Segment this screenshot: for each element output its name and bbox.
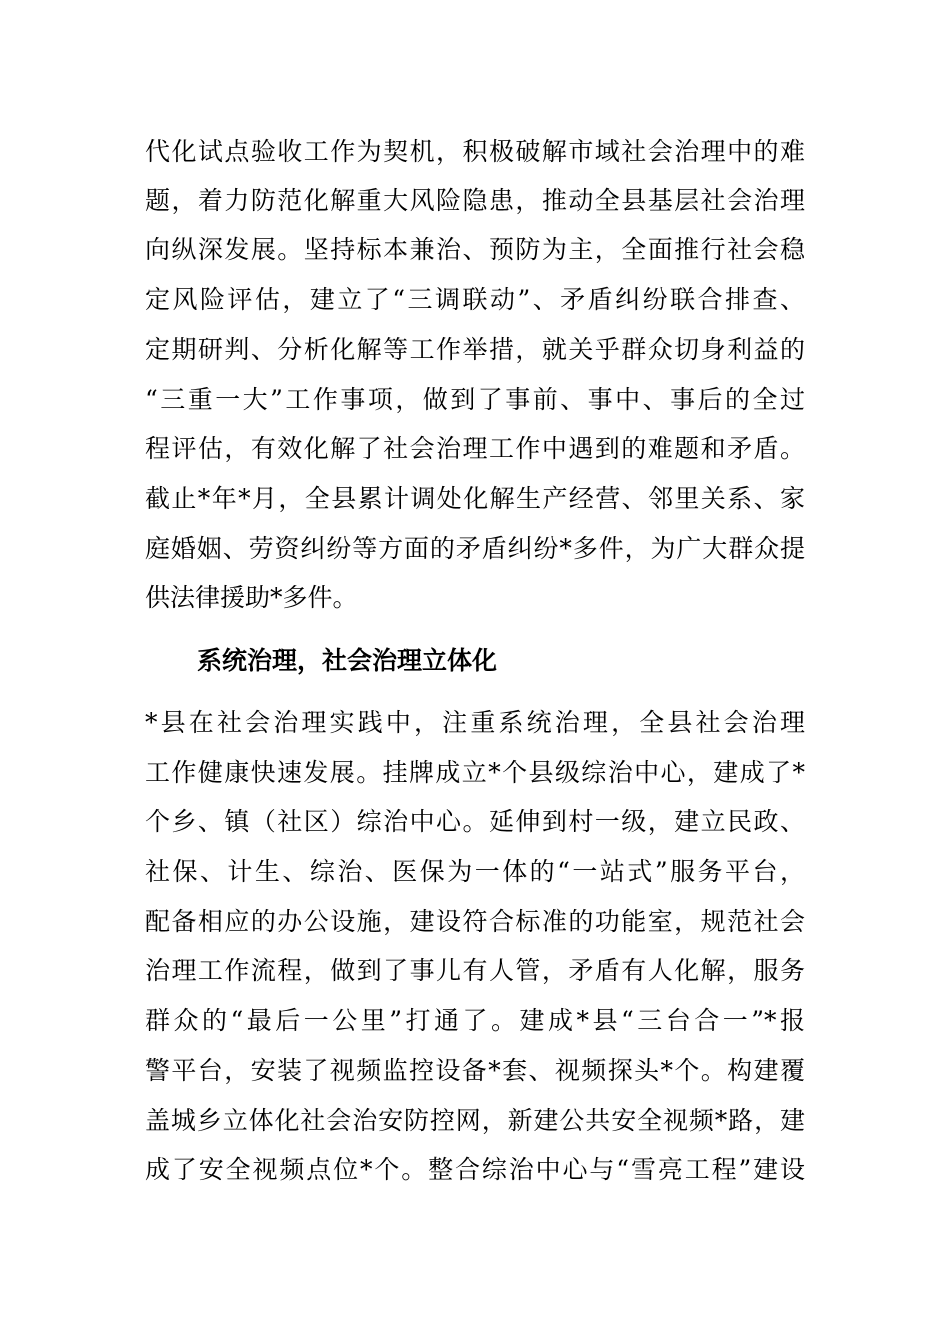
paragraph-line: 盖城乡立体化社会治安防控网，新建公共安全视频*路，建 [145, 1106, 805, 1135]
paragraph-line: 治理工作流程，做到了事儿有人管，矛盾有人化解，服务 [145, 956, 805, 985]
paragraph-line: 供法律援助*多件。 [145, 583, 358, 612]
paragraph-line: 社保、计生、综治、医保为一体的“一站式”服务平台， [145, 857, 805, 886]
paragraph-line: 截止*年*月，全县累计调处化解生产经营、邻里关系、家 [145, 484, 805, 513]
paragraph-line: 工作健康快速发展。挂牌成立*个县级综治中心，建成了* [145, 758, 805, 787]
paragraph-line: 成了安全视频点位*个。整合综治中心与“雪亮工程”建设 [145, 1155, 805, 1184]
paragraph-line: 个乡、镇（社区）综治中心。延伸到村一级，建立民政、 [145, 807, 805, 836]
paragraph-line: 向纵深发展。坚持标本兼治、预防为主，全面推行社会稳 [145, 235, 805, 264]
section-heading: 系统治理，社会治理立体化 [197, 646, 498, 675]
paragraph-line: 程评估，有效化解了社会治理工作中遇到的难题和矛盾。 [145, 434, 805, 463]
paragraph-line: 配备相应的办公设施，建设符合标准的功能室，规范社会 [145, 907, 805, 936]
paragraph-line: 定风险评估，建立了“三调联动”、矛盾纠纷联合排查、 [145, 285, 805, 314]
paragraph-line: 代化试点验收工作为契机，积极破解市域社会治理中的难 [145, 137, 805, 166]
paragraph-line: 群众的“最后一公里”打通了。建成*县“三台合一”*报 [145, 1006, 805, 1035]
paragraph-line: “三重一大”工作事项，做到了事前、事中、事后的全过 [145, 385, 805, 414]
paragraph-line: *县在社会治理实践中，注重系统治理，全县社会治理 [145, 708, 805, 737]
paragraph-line: 题，着力防范化解重大风险隐患，推动全县基层社会治理 [145, 186, 805, 215]
paragraph-line: 定期研判、分析化解等工作举措，就关乎群众切身利益的 [145, 335, 805, 364]
paragraph-line: 庭婚姻、劳资纠纷等方面的矛盾纠纷*多件，为广大群众提 [145, 534, 805, 563]
paragraph-line: 警平台，安装了视频监控设备*套、视频探头*个。构建覆 [145, 1056, 805, 1085]
